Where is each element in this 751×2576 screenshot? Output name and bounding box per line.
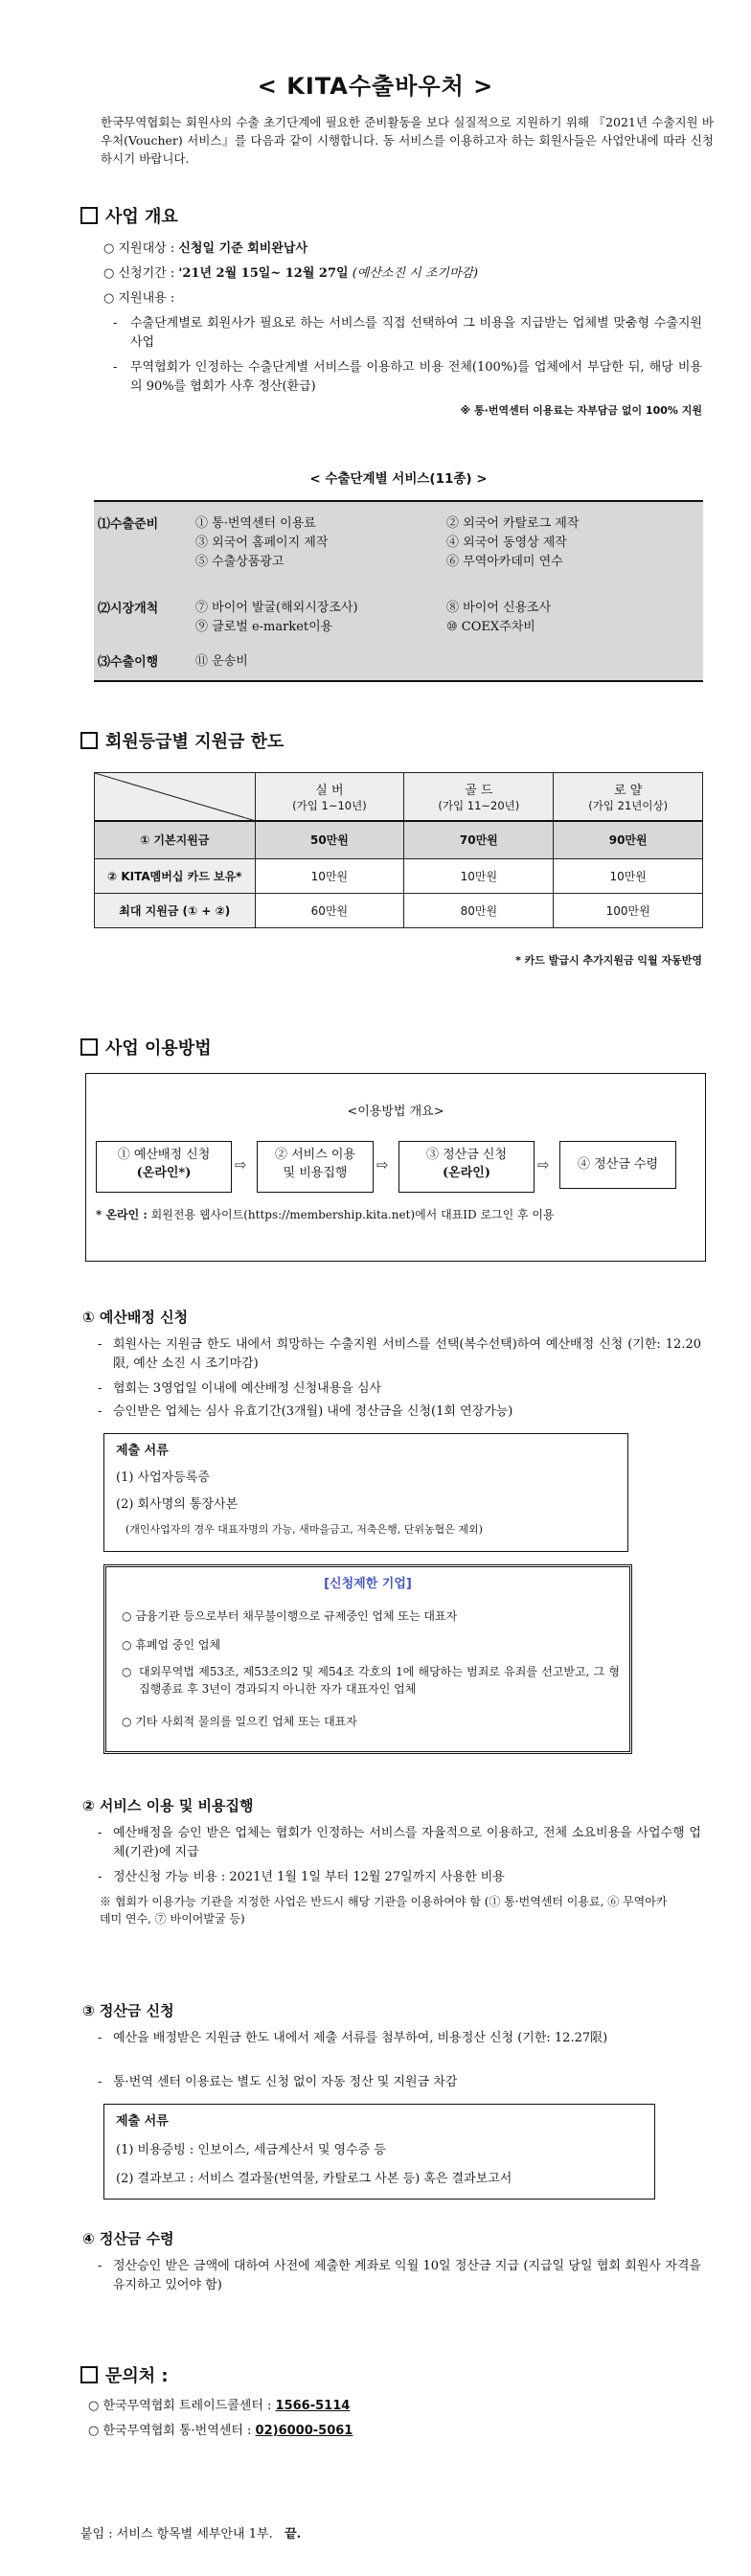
stages-table	[94, 500, 703, 682]
flow-step-4: ④ 정산금 수령	[559, 1141, 676, 1189]
flow-step-1: ① 예산배정 신청 (온라인*)	[96, 1141, 232, 1193]
docs-item: (2) 결과보고 : 서비스 결과물(번역물, 카탈로그 사본 등) 혹은 결과보고서	[116, 2172, 512, 2186]
stage-item: ① 통·번역센터 이용료	[195, 516, 316, 531]
page-title: < KITA수출바우처 >	[257, 73, 494, 100]
attachment-footer: 붙임 : 서비스 항목별 세부안내 1부. 끝.	[80, 2527, 302, 2542]
table-cell: 60만원	[255, 894, 404, 928]
docs-item: (1) 비용증빙 : 인보이스, 세금계산서 및 영수증 등	[116, 2143, 386, 2157]
restrict-box	[103, 1564, 632, 1754]
stage-item: ② 외국어 카탈로그 제작	[446, 516, 580, 531]
overview-content-2: - 무역협회가 인정하는 수출단계별 서비스를 이용하고 비용 전체(100%)를 업체에서 부담한 뒤, 해당 비용의 90%를 협회가 사후 정산(환급)	[113, 360, 702, 394]
stage-item: ⑧ 바이어 신용조사	[446, 601, 552, 615]
step2-note: ※ 협회가 이용가능 기관을 지정한 사업은 반드시 해당 기관을 이용하여야 함 (① 통·번역센터 이용료, ⑥ 무역아카데미 연수, ⑦ 바이어발굴 등)	[100, 1895, 668, 1926]
table-cell: 10만원	[554, 859, 703, 894]
restrict-item: ○ 대외무역법 제53조, 제53조의2 및 제54조 각호의 1에 해당하는 범죄로 유죄를 선고받고, 그 형 집행종료 후 3년이 경과되지 아니한 자가 대표자인 업체	[122, 1665, 620, 1696]
step1-bullet: - 회원사는 지원금 한도 내에서 희망하는 수출지원 서비스를 선택(복수선택)하여 예산배정 신청 (기한: 12.20限, 예산 소진 시 조기마감)	[98, 1337, 701, 1371]
table-cell: 10만원	[255, 859, 404, 894]
restrict-item: ○ 휴폐업 중인 업체	[122, 1638, 221, 1652]
stage-group-name: ⑶수출이행	[98, 655, 159, 670]
stage-item: ⑤ 수출상품광고	[195, 555, 284, 569]
checkbox-square-icon	[80, 1038, 98, 1056]
overview-target: ○ 지원대상 : 신청일 기준 회비완납사	[103, 241, 308, 256]
table-header-cell: 실 버 (가입 1~10년)	[255, 773, 404, 821]
step3-bullet: - 예산을 배정받은 지원금 한도 내에서 제출 서류를 첨부하여, 비용정산 신청 (기한: 12.27限)	[98, 2031, 608, 2045]
membership-note: * 카드 발급시 추가지원금 익월 자동반영	[515, 954, 702, 967]
section-contact-heading: 문의처 :	[80, 2362, 169, 2387]
contact-item: ○ 한국무역협회 트레이드콜센터 : 1566-5114	[88, 2399, 351, 2413]
step1-bullet: - 승인받은 업체는 심사 유효기간(3개월) 내에 정산금을 신청(1회 연장가능)	[98, 1404, 513, 1419]
step3-bullet: - 통·번역 센터 이용료는 별도 신청 없이 자동 정산 및 지원금 차감	[98, 2075, 458, 2089]
overview-period: ○ 신청기간 : '21년 2월 15일~ 12월 27일 (예산소진 시 조기마감)	[103, 266, 479, 281]
table-cell: 50만원	[255, 821, 404, 859]
docs-item: (2) 회사명의 통장사본	[116, 1497, 239, 1512]
membership-table	[94, 772, 703, 928]
checkbox-square-icon	[80, 732, 98, 749]
table-header-cell: 로 얄 (가입 21년이상)	[554, 773, 703, 821]
arrow-right-icon: ⇨	[235, 1156, 247, 1174]
table-row-label: ① 기본지원금	[95, 821, 256, 859]
step1-docs-box	[103, 1433, 628, 1552]
step1-heading: ① 예산배정 신청	[82, 1309, 189, 1326]
online-note: * 온라인 : 회원전용 웹사이트(https://membership.kita.net)에서 대표ID 로그인 후 이용	[96, 1208, 555, 1221]
stages-title: < 수출단계별 서비스(11종) >	[309, 471, 488, 487]
stage-item: ③ 외국어 홈페이지 제작	[195, 536, 329, 550]
step3-docs-box	[103, 2104, 655, 2200]
checkbox-square-icon	[80, 207, 98, 224]
diagonal-line-icon	[95, 773, 255, 821]
arrow-right-icon: ⇨	[376, 1156, 389, 1174]
stage-item: ④ 외국어 동영상 제작	[446, 536, 567, 550]
table-corner-cell	[95, 773, 256, 821]
table-header-cell: 골 드 (가입 11~20년)	[404, 773, 554, 821]
table-cell: 10만원	[404, 859, 554, 894]
contact-item: ○ 한국무역협회 통·번역센터 : 02)6000-5061	[88, 2424, 353, 2438]
section-usage-heading: 사업 이용방법	[80, 1035, 212, 1060]
usage-overview-title: <이용방법 개요>	[347, 1105, 444, 1119]
intro-paragraph: 한국무역협회는 회원사의 수출 초기단계에 필요한 준비활동을 보다 실질적으로 지원하기 위해 『2021년 수출지원 바우처(Voucher) 서비스』를 다음과 같이 시행합니다. 동 서비스를 이용하고자 하는 회원사들은 사업안내에 따라 신청하시기 바랍니다.	[101, 115, 714, 166]
checkbox-square-icon	[80, 2366, 98, 2383]
table-row-label: 최대 지원금 (① + ②)	[95, 894, 256, 928]
step1-bullet: - 협회는 3영업일 이내에 예산배정 신청내용을 심사	[98, 1381, 382, 1396]
stage-item: ⑪ 운송비	[195, 654, 248, 669]
table-cell: 90만원	[554, 821, 703, 859]
stage-item: ⑥ 무역아카데미 연수	[446, 555, 563, 569]
section-overview-heading: 사업 개요	[80, 203, 178, 228]
overview-note: ※ 통·번역센터 이용료는 자부담금 없이 100% 지원	[460, 404, 702, 417]
step2-bullet: - 예산배정을 승인 받은 업체는 협회가 인정하는 서비스를 자율적으로 이용하고, 전체 소요비용을 사업수행 업체(기관)에 지급	[98, 1826, 701, 1859]
step4-bullet: - 정산승인 받은 금액에 대하여 사전에 제출한 계좌로 익월 10일 정산금 지급 (지급일 당일 협회 회원사 자격을 유지하고 있어야 함)	[98, 2259, 701, 2292]
table-cell: 70만원	[404, 821, 554, 859]
flow-step-3: ③ 정산금 신청 (온라인)	[398, 1141, 535, 1193]
table-row-label: ② KITA멤버십 카드 보유*	[95, 859, 256, 894]
arrow-right-icon: ⇨	[537, 1156, 550, 1174]
stage-item: ⑦ 바이어 발굴(해외시장조사)	[195, 601, 358, 615]
docs-item: (1) 사업자등록증	[116, 1470, 210, 1485]
stage-item: ⑩ COEX주차비	[446, 620, 535, 634]
stage-group-name: ⑴수출준비	[98, 517, 159, 532]
flow-step-2: ② 서비스 이용 및 비용집행	[257, 1141, 374, 1193]
docs-title: 제출 서류	[116, 1444, 169, 1458]
stage-group-name: ⑵시장개척	[98, 602, 159, 616]
restrict-item: ○ 금융기관 등으로부터 채무불이행으로 규제중인 업체 또는 대표자	[122, 1609, 458, 1623]
step4-heading: ④ 정산금 수령	[82, 2230, 174, 2247]
usage-flow-box	[85, 1073, 706, 1262]
table-cell: 80만원	[404, 894, 554, 928]
docs-title: 제출 서류	[116, 2114, 169, 2129]
step2-heading: ② 서비스 이용 및 비용집행	[82, 1797, 254, 1814]
section-membership-heading: 회원등급별 지원금 한도	[80, 728, 284, 753]
restrict-item: ○ 기타 사회적 물의를 일으킨 업체 또는 대표자	[122, 1715, 357, 1728]
overview-content-label: ○ 지원내용 :	[103, 291, 175, 306]
docs-note: (개인사업자의 경우 대표자명의 가능, 새마을금고, 저축은행, 단위농협은 제외)	[125, 1523, 483, 1536]
table-cell: 100만원	[554, 894, 703, 928]
overview-content-1: - 수출단계별로 회원사가 필요로 하는 서비스를 직접 선택하여 그 비용을 지급받는 업체별 맞춤형 수출지원 사업	[113, 316, 702, 350]
step3-heading: ③ 정산금 신청	[82, 2002, 174, 2019]
step2-bullet: - 정산신청 가능 비용 : 2021년 1월 1일 부터 12월 27일까지 사용한 비용	[98, 1870, 505, 1884]
stage-item: ⑨ 글로벌 e-market이용	[195, 620, 333, 634]
restrict-title: [신청제한 기업]	[324, 1577, 412, 1591]
